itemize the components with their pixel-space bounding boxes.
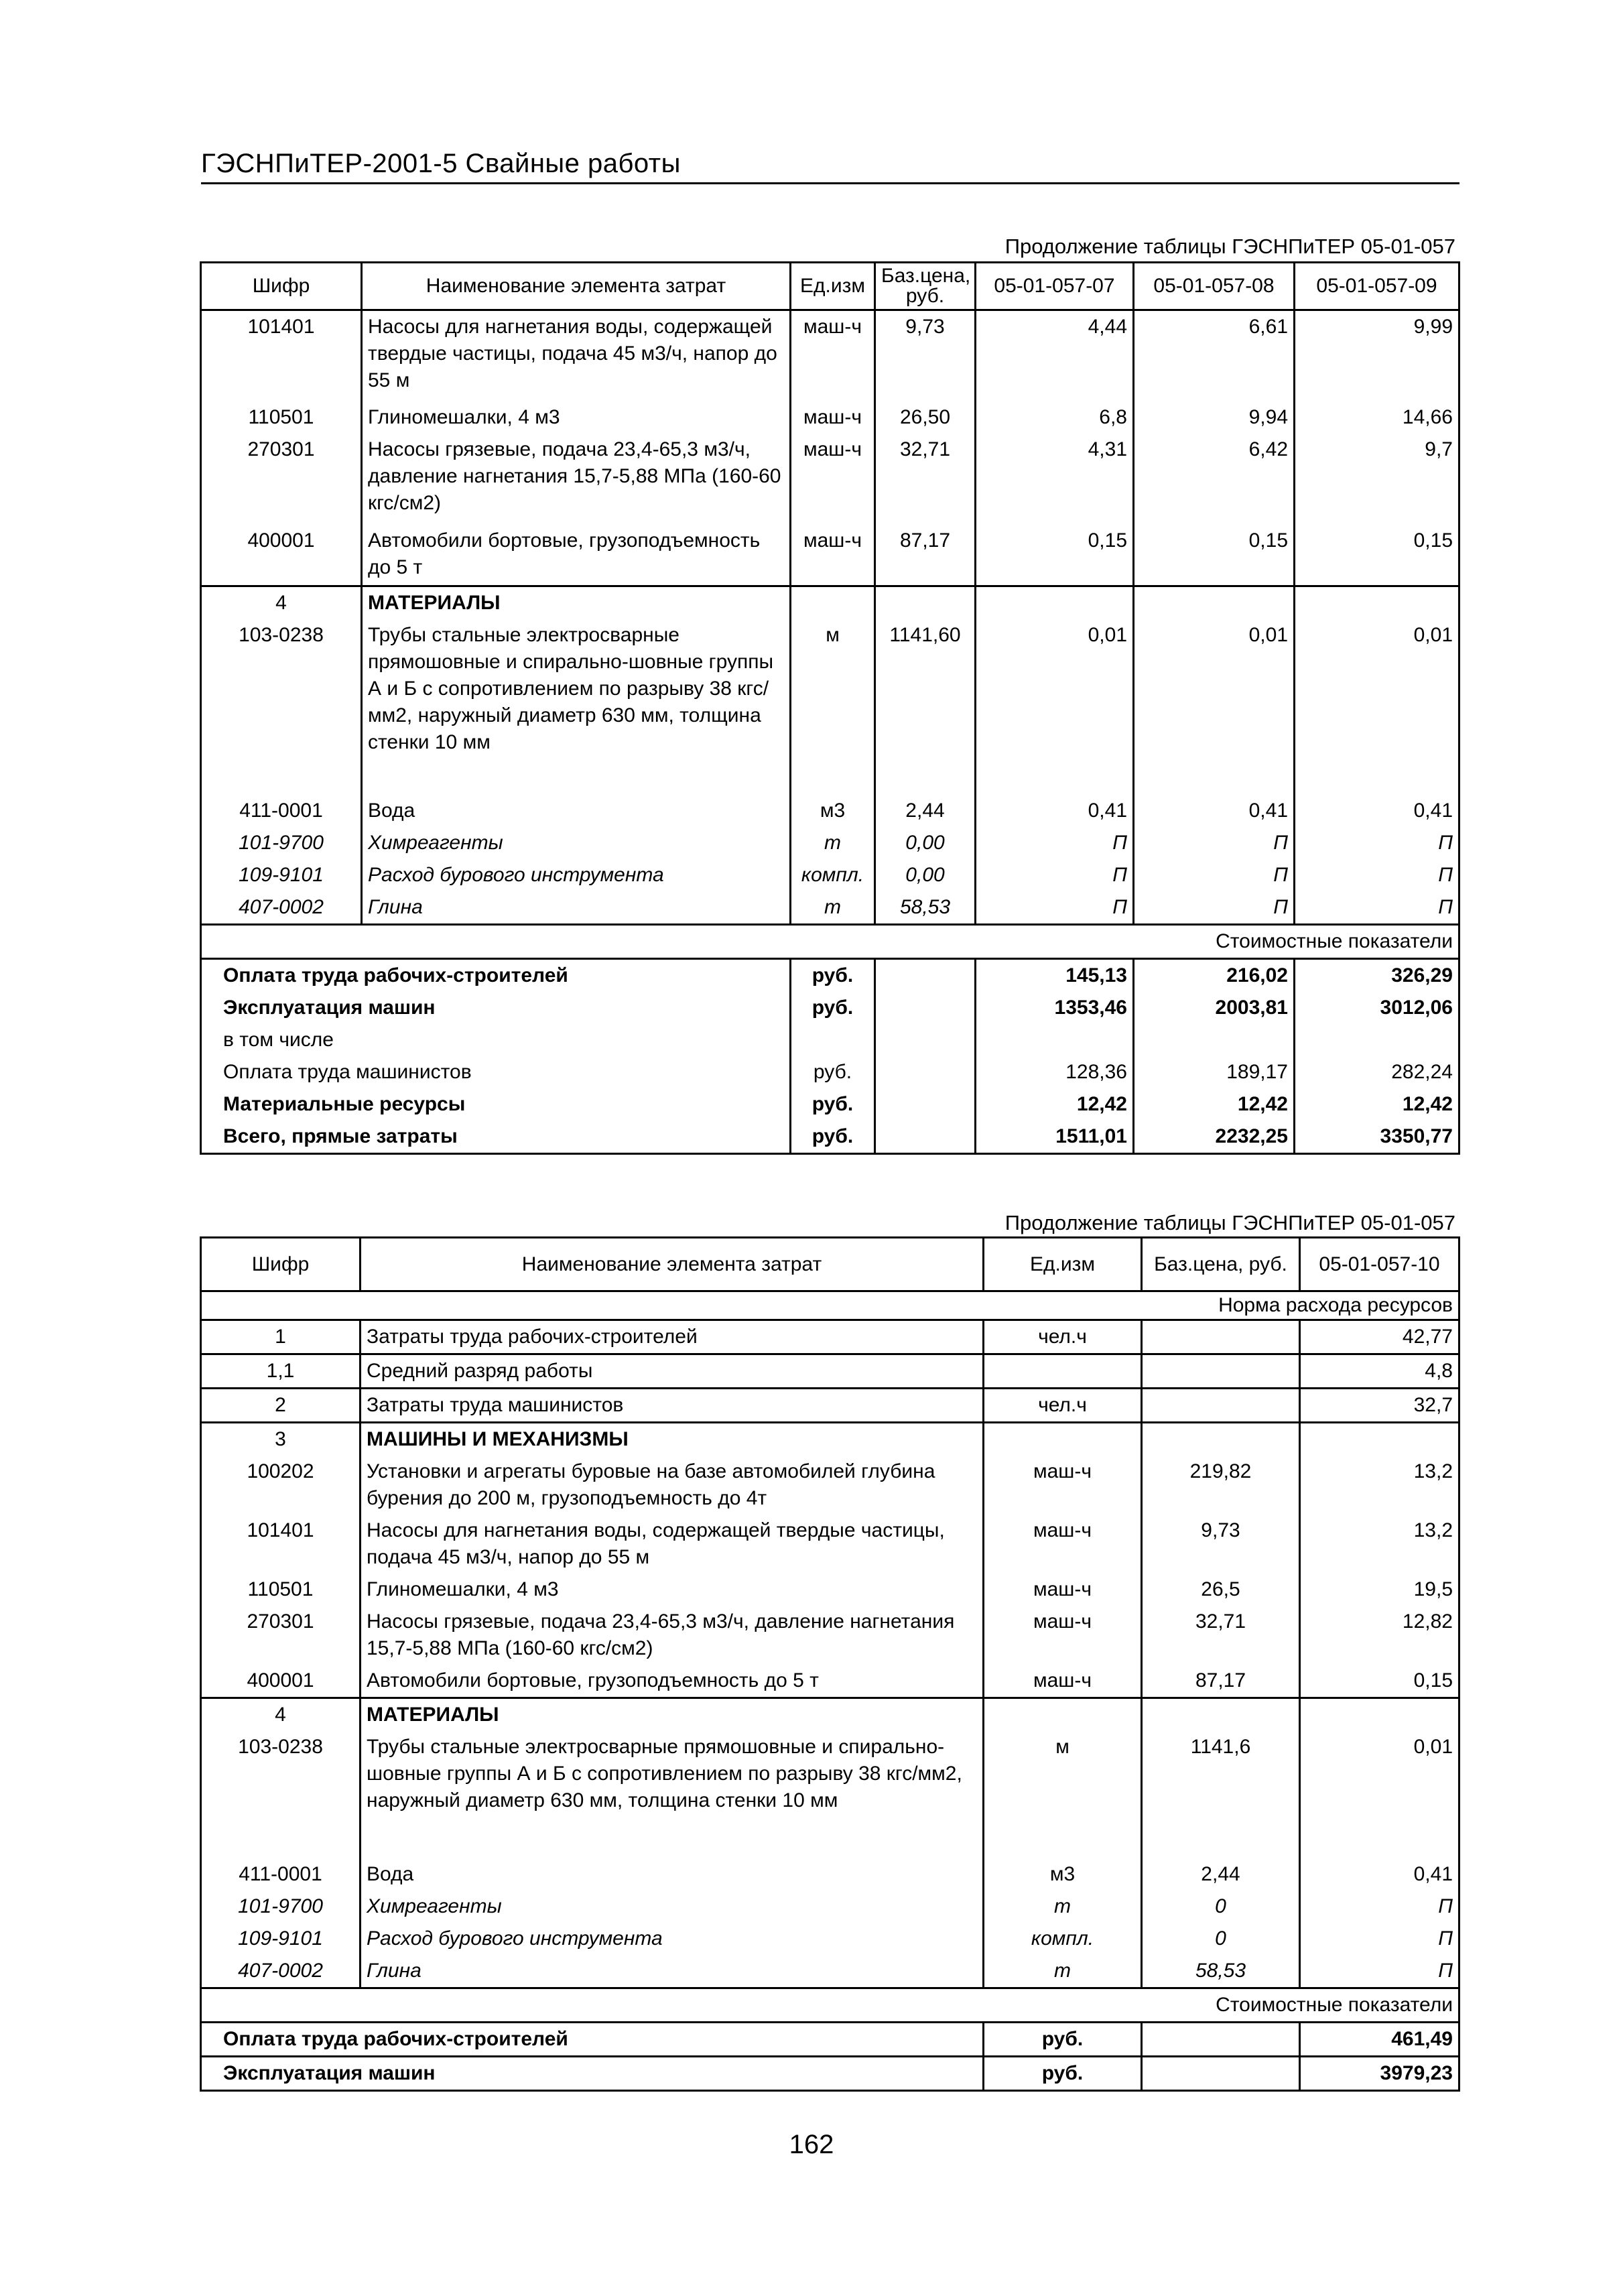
table1-header-row <box>201 263 1459 310</box>
row-value-1: 0,01 <box>976 619 1134 795</box>
table1 <box>200 261 1460 1155</box>
row-value: П <box>1300 1923 1459 1955</box>
row-unit: м <box>984 1731 1142 1858</box>
table2 <box>200 1236 1460 2092</box>
table-row <box>201 1923 1459 1955</box>
cost-value-3: 282,24 <box>1295 1056 1459 1088</box>
row-price: 26,50 <box>875 401 976 434</box>
row-name: МАТЕРИАЛЫ <box>362 586 791 620</box>
cost-value-3: 3012,06 <box>1295 992 1459 1024</box>
row-value-1: П <box>976 827 1134 859</box>
row-value-2: 6,42 <box>1134 434 1295 525</box>
table1-header-col2: 05-01-057-08 <box>1134 263 1295 310</box>
row-price <box>1142 1698 1300 1732</box>
row-unit: маш-ч <box>791 401 875 434</box>
table-row <box>201 1574 1459 1606</box>
row-price <box>875 586 976 620</box>
cost-price-empty <box>875 992 976 1024</box>
row-code: 101-9700 <box>201 1891 361 1923</box>
table-row <box>201 1858 1459 1891</box>
cost-value-2: 2232,25 <box>1134 1121 1295 1154</box>
table-row <box>201 1515 1459 1574</box>
row-value-1: П <box>976 891 1134 925</box>
cost-label: Материальные ресурсы <box>201 1088 791 1121</box>
row-value <box>1300 1423 1459 1456</box>
cost-unit <box>791 1024 875 1056</box>
row-price: 58,53 <box>875 891 976 925</box>
table-row <box>201 1456 1459 1515</box>
row-value-3: 0,41 <box>1295 795 1459 827</box>
row-value-2: 0,41 <box>1134 795 1295 827</box>
table-row <box>201 1320 1459 1354</box>
row-unit: т <box>791 891 875 925</box>
cost-price-empty <box>875 1056 976 1088</box>
row-name: Установки и агрегаты буровые на базе автомобилей глубина бурения до 200 м, грузоподъемность до 4т <box>361 1456 984 1515</box>
cost-value-1: 128,36 <box>976 1056 1134 1088</box>
row-name: Насосы для нагнетания воды, содержащей твердые частицы, подача 45 м3/ч, напор до 55 м <box>362 310 791 401</box>
cost-label: Оплата труда машинистов <box>201 1056 791 1088</box>
cost-price-empty <box>1142 2057 1300 2091</box>
row-price: 1141,6 <box>1142 1731 1300 1858</box>
cost-value-3: 326,29 <box>1295 959 1459 993</box>
table-row <box>201 1955 1459 1988</box>
row-code: 101401 <box>201 1515 361 1574</box>
row-value: 32,7 <box>1300 1389 1459 1423</box>
table-row <box>201 1665 1459 1698</box>
row-value-2: П <box>1134 859 1295 891</box>
table-row <box>201 2023 1459 2057</box>
row-value: 0,15 <box>1300 1665 1459 1698</box>
row-price: 0,00 <box>875 827 976 859</box>
cost-value-1: 1511,01 <box>976 1121 1134 1154</box>
row-code: 4 <box>201 586 362 620</box>
row-value-1: 0,15 <box>976 525 1134 586</box>
cost-price-empty <box>1142 2023 1300 2057</box>
cost-value-2: 2003,81 <box>1134 992 1295 1024</box>
row-value: 13,2 <box>1300 1456 1459 1515</box>
cost-label: Оплата труда рабочих-строителей <box>201 959 791 993</box>
table-row <box>201 1121 1459 1154</box>
row-value: 19,5 <box>1300 1574 1459 1606</box>
row-value-1 <box>976 586 1134 620</box>
row-unit <box>984 1354 1142 1389</box>
row-name: Автомобили бортовые, грузоподъемность до 5 т <box>361 1665 984 1698</box>
table-row <box>201 859 1459 891</box>
cost-value-2 <box>1134 1024 1295 1056</box>
row-price <box>1142 1320 1300 1354</box>
row-value-3: П <box>1295 891 1459 925</box>
row-value-2: 0,01 <box>1134 619 1295 795</box>
row-price: 32,71 <box>1142 1606 1300 1665</box>
row-unit: компл. <box>791 859 875 891</box>
row-code: 411-0001 <box>201 1858 361 1891</box>
row-value-3: 9,7 <box>1295 434 1459 525</box>
row-price: 87,17 <box>1142 1665 1300 1698</box>
table-row <box>201 1423 1459 1456</box>
cost-price-empty <box>875 1088 976 1121</box>
row-price <box>1142 1354 1300 1389</box>
row-value <box>1300 1698 1459 1732</box>
row-name: Затраты труда машинистов <box>361 1389 984 1423</box>
row-code: 400001 <box>201 1665 361 1698</box>
row-value-3: П <box>1295 827 1459 859</box>
row-value-3: 0,01 <box>1295 619 1459 795</box>
row-name: Химреагенты <box>361 1891 984 1923</box>
table2-cost-header: Стоимостные показатели <box>201 1988 1459 2023</box>
cost-value-3 <box>1295 1024 1459 1056</box>
table-row <box>201 827 1459 859</box>
row-value-2: 9,94 <box>1134 401 1295 434</box>
table1-header-code: Шифр <box>201 263 362 310</box>
row-value: 0,41 <box>1300 1858 1459 1891</box>
row-unit <box>791 586 875 620</box>
table-row <box>201 310 1459 401</box>
cost-value-2: 216,02 <box>1134 959 1295 993</box>
table2-header-code: Шифр <box>201 1238 361 1291</box>
cost-unit: руб. <box>791 1088 875 1121</box>
row-unit: чел.ч <box>984 1389 1142 1423</box>
row-value-2: П <box>1134 827 1295 859</box>
table2-header-name: Наименование элемента затрат <box>361 1238 984 1291</box>
row-unit <box>984 1698 1142 1732</box>
table-row <box>201 1354 1459 1389</box>
row-value-2 <box>1134 586 1295 620</box>
cost-value-3: 3350,77 <box>1295 1121 1459 1154</box>
row-value: П <box>1300 1891 1459 1923</box>
table-row <box>201 1698 1459 1732</box>
table1-header-name: Наименование элемента затрат <box>362 263 791 310</box>
row-code: 270301 <box>201 434 362 525</box>
table2-norm-header-row <box>201 1291 1459 1320</box>
row-value: П <box>1300 1955 1459 1988</box>
row-value-3: 9,99 <box>1295 310 1459 401</box>
row-value-1: 4,44 <box>976 310 1134 401</box>
table-row <box>201 891 1459 925</box>
table-row <box>201 1731 1459 1858</box>
cost-unit: руб. <box>984 2057 1142 2091</box>
cost-value-3: 12,42 <box>1295 1088 1459 1121</box>
row-code: 109-9101 <box>201 1923 361 1955</box>
cost-label: в том числе <box>201 1024 791 1056</box>
table-row <box>201 619 1459 795</box>
cost-price-empty <box>875 959 976 993</box>
row-value: 12,82 <box>1300 1606 1459 1665</box>
table2-caption: Продолжение таблицы ГЭСНПиТЕР 05-01-057 <box>1004 1211 1455 1234</box>
row-unit: т <box>984 1955 1142 1988</box>
header-rule <box>201 182 1459 184</box>
page-number: 162 <box>789 2130 834 2159</box>
row-name: МАШИНЫ И МЕХАНИЗМЫ <box>361 1423 984 1456</box>
row-code: 1 <box>201 1320 361 1354</box>
row-price: 2,44 <box>1142 1858 1300 1891</box>
row-price: 58,53 <box>1142 1955 1300 1988</box>
row-name: Расход бурового инструмента <box>361 1923 984 1955</box>
table-row <box>201 1088 1459 1121</box>
row-price <box>1142 1423 1300 1456</box>
row-name: Расход бурового инструмента <box>362 859 791 891</box>
table2-cost-header-row <box>201 1988 1459 2023</box>
cost-value: 3979,23 <box>1300 2057 1459 2091</box>
row-value: 42,77 <box>1300 1320 1459 1354</box>
table-row <box>201 401 1459 434</box>
row-unit: т <box>791 827 875 859</box>
row-price: 32,71 <box>875 434 976 525</box>
row-code: 110501 <box>201 1574 361 1606</box>
row-code: 1,1 <box>201 1354 361 1389</box>
table-row <box>201 1389 1459 1423</box>
row-name: Вода <box>361 1858 984 1891</box>
table2-header-unit: Ед.изм <box>984 1238 1142 1291</box>
row-price: 26,5 <box>1142 1574 1300 1606</box>
row-value: 0,01 <box>1300 1731 1459 1858</box>
row-value: 4,8 <box>1300 1354 1459 1389</box>
cost-value-2: 189,17 <box>1134 1056 1295 1088</box>
row-code: 110501 <box>201 401 362 434</box>
table-row <box>201 1024 1459 1056</box>
row-unit: м3 <box>791 795 875 827</box>
row-name: Глиномешалки, 4 м3 <box>362 401 791 434</box>
row-price: 87,17 <box>875 525 976 586</box>
table-row <box>201 586 1459 620</box>
row-unit: маш-ч <box>984 1606 1142 1665</box>
cost-unit: руб. <box>791 1056 875 1088</box>
row-name: Автомобили бортовые, грузоподъемность до 5 т <box>362 525 791 586</box>
row-price: 0 <box>1142 1891 1300 1923</box>
cost-label: Эксплуатация машин <box>201 2057 984 2091</box>
table2-header-col1: 05-01-057-10 <box>1300 1238 1459 1291</box>
row-name: МАТЕРИАЛЫ <box>361 1698 984 1732</box>
table2-header-row <box>201 1238 1459 1291</box>
table2-header-price: Баз.цена, руб. <box>1142 1238 1300 1291</box>
cost-value-2: 12,42 <box>1134 1088 1295 1121</box>
row-value-3: П <box>1295 859 1459 891</box>
table-row <box>201 1056 1459 1088</box>
row-code: 411-0001 <box>201 795 362 827</box>
row-value-1: 4,31 <box>976 434 1134 525</box>
cost-price-empty <box>875 1121 976 1154</box>
cost-price-empty <box>875 1024 976 1056</box>
row-name: Средний разряд работы <box>361 1354 984 1389</box>
row-code: 407-0002 <box>201 1955 361 1988</box>
cost-label: Всего, прямые затраты <box>201 1121 791 1154</box>
row-code: 103-0238 <box>201 1731 361 1858</box>
row-price: 0,00 <box>875 859 976 891</box>
row-value-1: 0,41 <box>976 795 1134 827</box>
row-name: Трубы стальные электросварные прямошовные и спирально-шовные группы А и Б с сопротивлением по разрыву 38 кгс/мм2, наружный диаметр 630 мм, толщина стенки 10 мм <box>362 619 791 795</box>
table1-cost-header: Стоимостные показатели <box>201 925 1459 959</box>
cost-unit: руб. <box>984 2023 1142 2057</box>
cost-value-1: 145,13 <box>976 959 1134 993</box>
row-code: 407-0002 <box>201 891 362 925</box>
table1-caption: Продолжение таблицы ГЭСНПиТЕР 05-01-057 <box>1004 235 1455 258</box>
row-unit: маш-ч <box>791 434 875 525</box>
row-name: Затраты труда рабочих-строителей <box>361 1320 984 1354</box>
row-code: 270301 <box>201 1606 361 1665</box>
cost-label: Эксплуатация машин <box>201 992 791 1024</box>
row-unit <box>984 1423 1142 1456</box>
table1-header-unit: Ед.изм <box>791 263 875 310</box>
cost-value: 461,49 <box>1300 2023 1459 2057</box>
table-row <box>201 795 1459 827</box>
table1-header-col1: 05-01-057-07 <box>976 263 1134 310</box>
row-unit: т <box>984 1891 1142 1923</box>
row-value-1: 6,8 <box>976 401 1134 434</box>
row-unit: м3 <box>984 1858 1142 1891</box>
row-price: 2,44 <box>875 795 976 827</box>
row-code: 4 <box>201 1698 361 1732</box>
row-code: 103-0238 <box>201 619 362 795</box>
row-name: Химреагенты <box>362 827 791 859</box>
row-price <box>1142 1389 1300 1423</box>
table1-header-col3: 05-01-057-09 <box>1295 263 1459 310</box>
cost-value-1: 1353,46 <box>976 992 1134 1024</box>
row-unit: маш-ч <box>791 310 875 401</box>
row-unit: м <box>791 619 875 795</box>
row-code: 3 <box>201 1423 361 1456</box>
row-value-1: П <box>976 859 1134 891</box>
cost-unit: руб. <box>791 992 875 1024</box>
table-row <box>201 2057 1459 2091</box>
cost-value-1: 12,42 <box>976 1088 1134 1121</box>
row-code: 109-9101 <box>201 859 362 891</box>
row-unit: маш-ч <box>984 1665 1142 1698</box>
row-code: 101401 <box>201 310 362 401</box>
row-price: 9,73 <box>875 310 976 401</box>
row-value-2: 6,61 <box>1134 310 1295 401</box>
row-name: Насосы для нагнетания воды, содержащей твердые частицы, подача 45 м3/ч, напор до 55 м <box>361 1515 984 1574</box>
page-header: ГЭСНПиТЕР-2001-5 Свайные работы <box>201 149 681 178</box>
row-code: 101-9700 <box>201 827 362 859</box>
table1-header-price: Баз.цена, руб. <box>875 263 976 310</box>
cost-label: Оплата труда рабочих-строителей <box>201 2023 984 2057</box>
row-name: Насосы грязевые, подача 23,4-65,3 м3/ч, давление нагнетания 15,7-5,88 МПа (160-60 кгс/см2) <box>362 434 791 525</box>
row-name: Трубы стальные электросварные прямошовные и спирально-шовные группы А и Б с сопротивлением по разрыву 38 кгс/мм2, наружный диаметр 630 мм, толщина стенки 10 мм <box>361 1731 984 1858</box>
row-name: Глина <box>362 891 791 925</box>
table-row <box>201 1891 1459 1923</box>
table-row <box>201 992 1459 1024</box>
table1-cost-header-row <box>201 925 1459 959</box>
row-value: 13,2 <box>1300 1515 1459 1574</box>
row-name: Насосы грязевые, подача 23,4-65,3 м3/ч, давление нагнетания 15,7-5,88 МПа (160-60 кгс/см2) <box>361 1606 984 1665</box>
row-unit: маш-ч <box>984 1456 1142 1515</box>
cost-value-1 <box>976 1024 1134 1056</box>
row-price: 219,82 <box>1142 1456 1300 1515</box>
row-value-2: 0,15 <box>1134 525 1295 586</box>
row-name: Глиномешалки, 4 м3 <box>361 1574 984 1606</box>
row-value-3: 14,66 <box>1295 401 1459 434</box>
cost-unit: руб. <box>791 1121 875 1154</box>
row-name: Вода <box>362 795 791 827</box>
table2-norm-header: Норма расхода ресурсов <box>201 1291 1459 1320</box>
cost-unit: руб. <box>791 959 875 993</box>
row-code: 400001 <box>201 525 362 586</box>
table-row <box>201 959 1459 993</box>
row-name: Глина <box>361 1955 984 1988</box>
row-price: 1141,60 <box>875 619 976 795</box>
row-price: 0 <box>1142 1923 1300 1955</box>
row-code: 2 <box>201 1389 361 1423</box>
row-unit: чел.ч <box>984 1320 1142 1354</box>
row-unit: маш-ч <box>984 1574 1142 1606</box>
row-unit: маш-ч <box>791 525 875 586</box>
row-value-3: 0,15 <box>1295 525 1459 586</box>
table-row <box>201 434 1459 525</box>
row-code: 100202 <box>201 1456 361 1515</box>
table-row <box>201 525 1459 586</box>
row-unit: маш-ч <box>984 1515 1142 1574</box>
row-price: 9,73 <box>1142 1515 1300 1574</box>
row-unit: компл. <box>984 1923 1142 1955</box>
row-value-3 <box>1295 586 1459 620</box>
row-value-2: П <box>1134 891 1295 925</box>
table-row <box>201 1606 1459 1665</box>
